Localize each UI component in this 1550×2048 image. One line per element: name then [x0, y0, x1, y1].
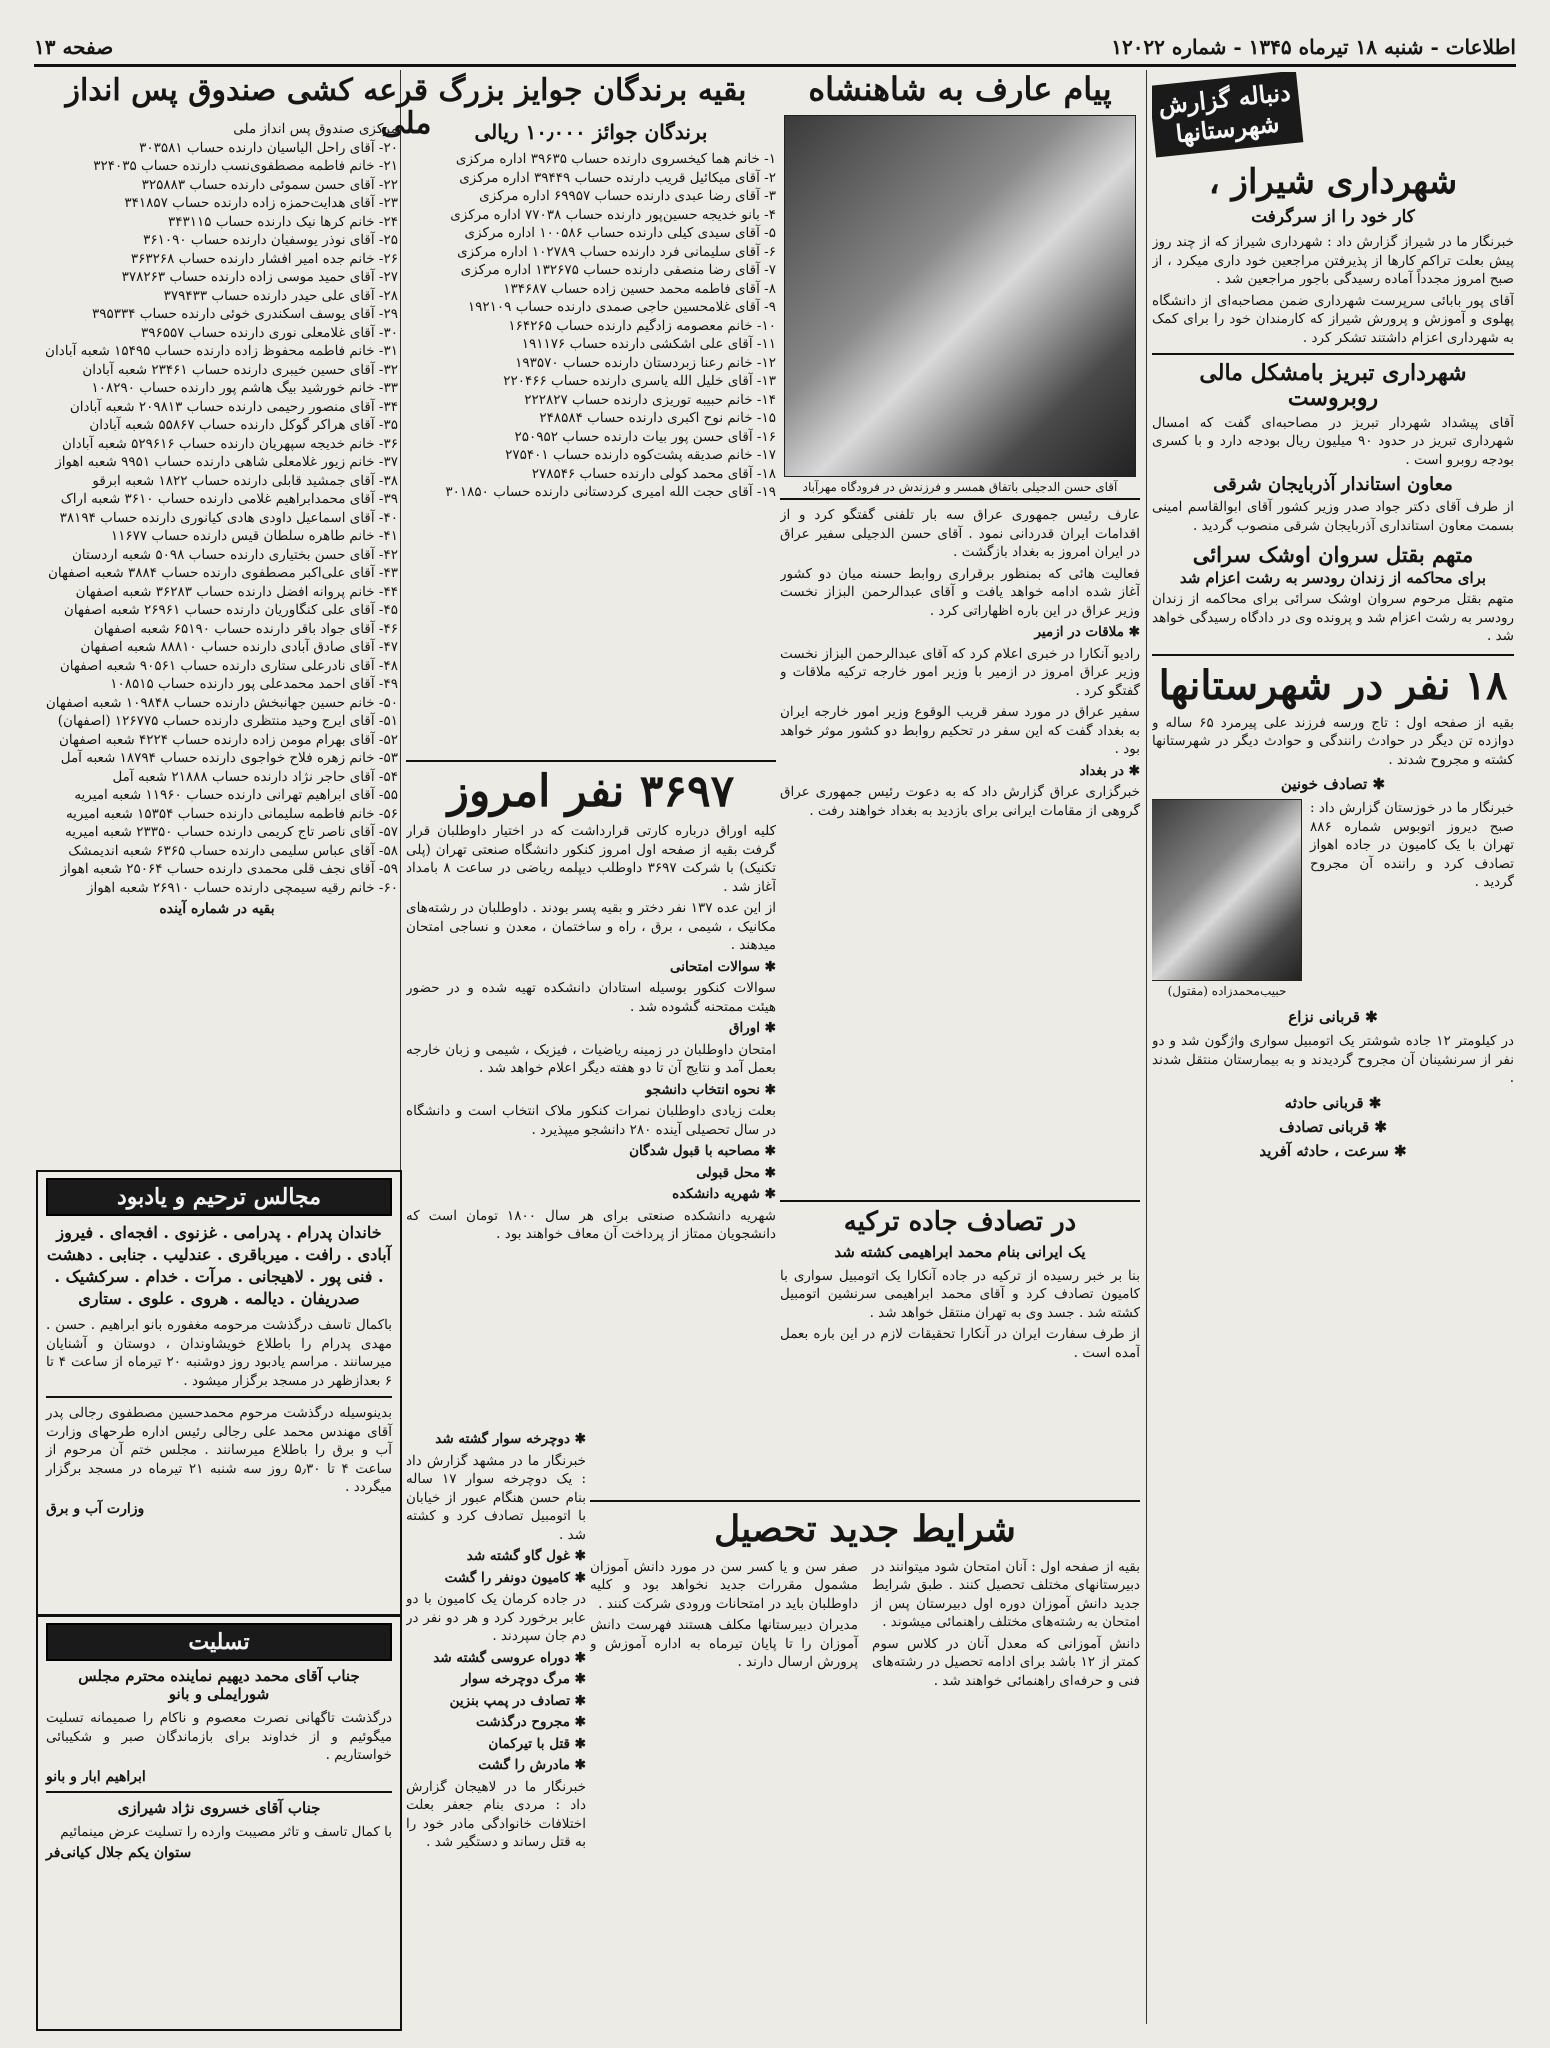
list-item: ۳۴- آقای منصور رحیمی دارنده حساب ۲۰۹۸۱۳ شعبه آبادان [69, 398, 398, 415]
list-item: ۱۰- خانم معصومه زادگیم دارنده حساب ۱۶۴۲۶۵ [508, 317, 776, 334]
exam-subhead-5: ✱ محل قبولی [406, 1164, 776, 1183]
list-item: ۹- آقای غلامحسین حاجی صمدی دارنده حساب ۱۹۲۱۰۹ [467, 299, 776, 315]
list-item: ۱۳- آقای خلیل الله یاسری دارنده حساب ۲۲۰۴۶۶ [503, 373, 776, 389]
divider [46, 1396, 392, 1398]
list-item: ۶- آقای سلیمانی فرد دارنده حساب ۱۰۲۷۸۹ اداره مرکزی [457, 243, 776, 260]
list-item: ۳۱- خانم فاطمه محفوظ زاده دارنده حساب ۱۵۴۹۵ شعبه آبادان [45, 343, 398, 359]
incidents-body: ✱ دوچرخه سوار گشته شد خبرنگار ما در مشهد گزارش داد : یک دوچرخه سوار ۱۷ ساله بنام حسن هنگام عبور از خیابان با اتومبیل تصادف کرد و کشته شد . ✱ غول گاو گشته شد ✱ کامیون دونفر را گشت در جاده کرمان یک کامیون با دو عابر برخورد کرد و هر دو نفر در دم جان سپردند . ✱ دوراه عروسی گشته شد ✱ مرگ دوچرخه سوار ✱ تصادف در پمپ بنزین ✱ مجروح درگذشت ✱ قتل با تیرکمان ✱ مادرش را گشت خبرنگار ما در لاهیجان گزارش داد : مردی بنام جعفر بعلت اختلافات خانوادگی مادر خود را به قتل رساند و دستگیر شد . [406, 1430, 586, 1852]
exam-headline: ۳۶۹۷ نفر امروز [447, 766, 735, 817]
incident-subhead: ✱ دوچرخه سوار گشته شد [406, 1430, 586, 1449]
masthead-date: اطلاعات - شنبه ۱۸ تیرماه ۱۳۴۵ - شماره ۱۲۰۲۲ [1111, 35, 1516, 59]
list-item: ۵۲- آقای بهرام مومن زاده دارنده حساب ۴۲۲۴ شعبه اصفهان [58, 731, 398, 748]
sympathy-title-2: جناب آقای خسروی نژاد شیرازی [117, 1798, 321, 1817]
list-item: ۲- آقای میکائیل قریب دارنده حساب ۳۹۴۴۹ اداره مرکزی [459, 169, 776, 186]
accident-body: خبرنگار ما در خوزستان گزارش داد : صبح دیروز اتوبوس شماره ۸۸۶ تهران با یک کامیون در جاده اهواز تصادف کرد و راننده آن مجروح گردید . [1310, 800, 1514, 891]
accident-subhead-2: ✱ قربانی حادثه [1152, 1094, 1514, 1112]
list-item: ۱۶- آقای حسن پور بیات دارنده حساب ۲۵۰۹۵۲ [514, 428, 776, 445]
list-item: ۴۶- آقای جواد باقر دارنده حساب ۶۵۱۹۰ شعبه اصفهان [93, 620, 398, 637]
accident-body-2: در کیلومتر ۱۲ جاده شوشتر یک اتومبیل سواری واژگون شد و دو نفر از سرنشینان آن مجروح گردیدند و به بیمارستان منتقل شدند . [1152, 1033, 1514, 1087]
exam-subhead-4: ✱ مصاحبه با قبول شدگان [406, 1142, 776, 1161]
list-item: ۴۲- آقای حسن بختیاری دارنده حساب ۵۰۹۸ شعبه اردستان [71, 546, 398, 563]
list-item: ۲۹- آقای یوسف اسکندری خوئی دارنده حساب ۳۹۵۳۳۴ [91, 306, 398, 322]
divider [406, 760, 776, 762]
list-item: ۳۷- خانم زیور غلامعلی شاهی دارنده حساب ۹۹۵۱ شعبه اهواز [55, 454, 398, 470]
incidents-column [406, 1430, 586, 2030]
divider [46, 1791, 392, 1793]
list-item: ۲۴- خانم کرها نیک دارنده حساب ۳۴۳۱۱۵ [168, 213, 398, 230]
eighteen-dead-headline: ۱۸ نفر در شهرستانها [1158, 661, 1508, 709]
sympathy-notice-box [36, 1615, 402, 2031]
shiraz-headline: شهرداری شیراز ، [1208, 162, 1458, 202]
list-item: ۱۲- خانم رعنا زبردستان دارنده حساب ۱۹۳۵۷۰ [515, 354, 776, 371]
list-item: ۳۹- آقای محمدابراهیم غلامی دارنده حساب ۳۶۱۰ شعبه اراک [60, 491, 398, 507]
list-item: ۵۶- خانم فاطمه سلیمانی دارنده حساب ۱۵۳۵۴ شعبه امیریه [65, 805, 398, 822]
sympathy-text: درگذشت تاگهانی نصرت معصوم و ناکام را صمیمانه تسلیت میگوئیم و از خداوند برای بازماندگان صبر و شکیبائی خواستاریم . [46, 1710, 392, 1763]
incident-subhead: ✱ کامیون دونفر را گشت [406, 1569, 586, 1588]
list-item: ۴۷- آقای صادق آبادی دارنده حساب ۸۸۸۱۰ شعبه اصفهان [80, 639, 398, 655]
sympathy-signature-2: ستوان یکم جلال کیانی‌فر [46, 1845, 192, 1861]
divider [1152, 353, 1514, 355]
list-item: ۶۰- خانم رقیه سیمچی دارنده حساب ۲۶۹۱۰ شعبه اهواز [87, 879, 398, 896]
turkey-subhead: یک ایرانی بنام محمد ابراهیمی کشته شد [834, 1242, 1086, 1261]
lottery-winners-a [406, 72, 776, 752]
airport-photo [784, 115, 1136, 477]
exam-subhead-6: ✱ شهریه دانشکده [406, 1185, 776, 1204]
list-item: ۵۹- آقای نجف قلی محمدی دارنده حساب ۲۵۰۶۴ شعبه اهواز [60, 861, 398, 877]
memorial-notice-box [36, 1170, 402, 1616]
list-item: ۱۱- آقای علی اشکشی دارنده حساب ۱۹۱۱۷۶ [521, 336, 776, 352]
deputy-body: از طرف آقای دکتر جواد صدر وزیر کشور آقای ابوالقاسم امینی بسمت معاون استانداری آذربایجان شرقی منصوب گردید . [1152, 499, 1514, 534]
bloody-accident-subhead: ✱ تصادف خونین [1152, 775, 1514, 793]
list-item: ۵۳- خانم زهره فلاح خواجوی دارنده حساب ۱۸۷۹۴ شعبه آمل [60, 750, 398, 766]
list-item: ۲۸- آقای علی حیدر دارنده حساب ۳۷۹۴۳۳ [163, 287, 398, 304]
aref-message-column [780, 72, 1140, 1192]
list-item: ۴- بانو خدیجه حسین‌پور دارنده حساب ۷۷۰۳۸ اداره مرکزی [450, 206, 776, 223]
exam-subhead-3: ✱ نحوه انتخاب دانشجو [406, 1081, 776, 1100]
list-item: ۴۹- آقای احمد محمدعلی پور دارنده حساب ۱۰۸۵۱۵ [110, 676, 398, 692]
list-item: ۳۶- خانم خدیجه سپهریان دارنده حساب ۵۲۹۶۱۶ شعبه آبادان [62, 435, 398, 452]
memorial-text: باکمال تاسف درگذشت مرحومه مغفوره بانو ابراهیم . حسن . مهدی پدرام را باطلاع خویشاوندان ، دوستان و آشنایان میرسانند . مراسم یادبود روز دوشنبه ۲۰ تیرماه از ساعت ۴ تا ۶ بعدازظهر در مسجد برگزار میشود . [46, 1317, 392, 1389]
list-item: ۱- خانم هما کیخسروی دارنده حساب ۳۹۶۳۵ اداره مرکزی [455, 151, 776, 167]
families-list: خاندان پدرام . پدرامی . غزنوی . افجه‌ای . فیروز آبادی . رافت . میرباقری . عندلیب . جنابی . دهشت . فنی پور . لاهیجانی . مرآت . خدام . سرکشیک . صدریفان . دیالمه . هروی . علوی . ستاری [46, 1223, 392, 1308]
aref-headline: پیام عارف به شاهنشاه [808, 72, 1112, 108]
education-body: بقیه از صفحه اول : آنان امتحان شود میتوانند در دبیرستانهای مختلف تحصیل کنند . طبق شرایط جدید دانش آموزان دوره اول دبیرستان پس از امتحان به رشته‌های مختلف راهنمائی میشوند . دانش آموزانی که معدل آنان در کلاس سوم کمتر از ۱۲ باشد برای ادامه تحصیل در رشته‌های فنی و حرفه‌ای راهنمائی خواهند شد . صفر سن و یا کسر سن در مورد دانش آموزان مشمول مقررات جدید نخواهد بود و کلیه داوطلبان باید در امتحانات ورودی شرکت کنند . مدیران دبیرستانها مکلف هستند فهرست دانش آموزان را تا پایان تیرماه به اداره آموزش و پرورش ارسال دارند . [590, 1558, 1140, 1689]
eighteen-dead-body: بقیه از صفحه اول : تاج ورسه فرزند علی پیرمرد ۶۵ ساله و دوازده تن دیگر در حوادث رانندگی و حوادث دیگر در شهرستانها کشته و مجروح شدند . [1152, 714, 1514, 768]
list-item: ۴۴- خانم پروانه افضل دارنده حساب ۳۶۲۸۳ شعبه اصفهان [75, 583, 398, 600]
shiraz-body: خبرنگار ما در شیراز گزارش داد : شهرداری شیراز که از چند روز پیش بعلت تراکم کارها از پذیرفتن مراجعین خود داری میکرد ، از صبح امروز مجدداً آماده رسیدگی باجور مراجعین شد . آقای پور بابائی سرپرست شهرداری ضمن مصاحبه‌ای از دانشگاه پهلوی و آموزش و پرورش شیراز که کارمندان خود را برای کمک به شهرداری اعزام داشتند تشکر کرد . [1152, 234, 1514, 346]
divider [1152, 654, 1514, 656]
list-item: ۴۸- آقای نادرعلی ستاری دارنده حساب ۹۰۵۶۱ شعبه اصفهان [59, 657, 398, 674]
provincial-reports-column [1152, 72, 1514, 2032]
winners-list-a [406, 150, 776, 502]
murder-suspect-headline: متهم بقتل سروان اوشک سرائی [1192, 542, 1474, 568]
exam-body: کلیه اوراق درباره کارتی قرارداشت که در اختیار داوطلبان قرار گرفت بقیه از صفحه اول امروز کنکور دانشگاه صنعتی تهران (پلی تکنیک) با شرکت ۳۶۹۷ داوطلب دیپلمه ریاضی در ساعت ۸ بامداد آغاز شد . از این عده ۱۳۷ نفر دختر و بقیه پسر بودند . داوطلبان در رشته‌های مکانیک ، شیمی ، برق ، راه و ساختمان ، معدن و نساجی امتحان میدهند . ✱ سوالات امتحانی سوالات کنکور بوسیله استادان دانشکده تهیه شده و در حضور هیئت ممتحنه گشوده شد . ✱ اوراق امتحان داوطلبان در زمینه ریاضیات ، فیزیک ، شیمی و زبان خارجه بعمل آمد و نتایج آن تا دو هفته دیگر اعلام خواهد شد . ✱ نحوه انتخاب دانشجو بعلت زیادی داوطلبان نمرات کنکور ملاک انتخاب است و دانشگاه در سال تحصیلی آینده ۲۸۰ دانشجو میپذیرد . ✱ مصاحبه با قبول شدگان ✱ محل قبولی ✱ شهریه دانشکده شهریه دانشکده صنعتی برای هر سال ۱۸۰۰ تومان است که دانشجویان ممتاز از پرداخت آن معاف خواهند بود . [406, 822, 776, 1244]
winners-list-b [36, 120, 398, 897]
list-item: ۵- آقای سیدی کیلی دارنده حساب ۱۰۰۵۸۶ اداره مرکزی [464, 225, 776, 241]
incident-subhead: ✱ قتل با تیرکمان [406, 1735, 586, 1754]
memorial-text-2: بدینوسیله درگذشت مرحوم محمدحسین مصطفوی رجالی پدر آقای مهندس محمد علی رجالی رئیس اداره طرحهای وزارت آب و برق را باطلاع میرسانند . مجلس ختم آن مرحوم از ساعت ۴ تا ۵٫۳۰ روز سه شنبه ۲۱ تیرماه در مسجد برگزار میگردد . [46, 1405, 392, 1495]
list-item: ۵۰- خانم حسین جهانبخش دارنده حساب ۱۰۹۸۴۸ شعبه اصفهان [45, 694, 398, 711]
accident-subhead-1: ✱ قربانی نزاع [1152, 1008, 1514, 1026]
incident-subhead: ✱ مجروح درگذشت [406, 1713, 586, 1732]
victim-photo-caption: حبیب‌محمدزاده (مقتول) [1167, 984, 1287, 999]
list-item: ۲۷- آقای حمید موسی زاده دارنده حساب ۳۷۸۲۶۳ [121, 269, 398, 285]
accident-subhead-4: ✱ سرعت ، حادثه آفرید [1152, 1142, 1514, 1160]
turkey-headline: در تصادف جاده ترکیه [843, 1207, 1077, 1237]
list-item: ۲۶- خانم جده امیر افشار دارنده حساب ۳۶۳۲۶۸ [130, 250, 398, 267]
list-item: ۱۷- خانم صدیقه پشت‌کوه دارنده حساب ۲۷۵۴۰۱ [505, 447, 776, 463]
incident-subhead: ✱ دوراه عروسی گشته شد [406, 1649, 586, 1668]
deputy-headline: معاون استاندار آذربایجان شرقی [1213, 474, 1453, 496]
lottery-headline: بقیه برندگان جوایز بزرگ قرعه کشی صندوق پس انداز ملی [65, 73, 747, 141]
memorial-bar: مجالس ترحیم و یادبود [46, 1178, 392, 1216]
continued-note: بقیه در شماره آینده [159, 901, 275, 917]
lottery-winners-b [36, 120, 398, 1160]
list-item: ۲۳- آقای هدایت‌حمزه زاده دارنده حساب ۳۴۱۸۵۷ [124, 195, 398, 211]
exam-subhead-1: ✱ سوالات امتحانی [406, 958, 776, 977]
list-item: مرکزی صندوق پس انداز ملی [233, 121, 398, 137]
prize-subtitle: برندگان جوائز ۱۰٫۰۰۰ ریالی [474, 120, 708, 144]
incident-subhead: ✱ مرگ دوچرخه سوار [406, 1670, 586, 1689]
list-item: ۵۴- آقای حاجر نژاد دارنده حساب ۲۱۸۸۸ شعبه آمل [112, 768, 398, 785]
exam-subhead-2: ✱ اوراق [406, 1019, 776, 1038]
list-item: ۴۳- آقای علی‌اکبر مصطفوی دارنده حساب ۳۸۸۴ شعبه اصفهان [47, 565, 398, 581]
sympathy-signature: ابراهیم ابار و بانو [46, 1768, 146, 1785]
divider [780, 498, 1140, 500]
sympathy-text-2: با کمال تاسف و تاثر مصیبت وارده را تسلیت عرض مینمائیم [60, 1823, 392, 1840]
tabriz-headline: شهرداری تبریز بامشکل مالی روبروست [1199, 360, 1467, 411]
education-story [590, 1500, 1140, 2030]
turkey-accident-story [590, 1200, 776, 1500]
list-item: ۷- آقای رضا منصفی دارنده حساب ۱۳۲۶۷۵ اداره مرکزی [460, 262, 776, 278]
victim-photo [1152, 799, 1302, 981]
column-divider [1146, 70, 1147, 2024]
airport-photo-caption: آقای حسن الدجیلی باتفاق همسر و فرزندش در فرودگاه مهرآباد [802, 480, 1118, 495]
tabriz-body: آقای پیشداد شهردار تبریز در مصاحبه‌ای گفت که امسال شهرداری تبریز در حدود ۹۰ میلیون ریال بودجه دارد و با کسری بودجه روبرو است . [1152, 414, 1514, 468]
izmir-subhead: ✱ ملاقات در ازمیر [780, 623, 1140, 642]
list-item: ۱۴- خانم حبیبه توریزی دارنده حساب ۲۲۲۸۲۷ [524, 391, 776, 408]
murder-suspect-subtitle: برای محاکمه از زندان رودسر به رشت اعزام شد [1179, 569, 1487, 588]
page-number: صفحه ۱۳ [34, 35, 114, 59]
divider [590, 1500, 1140, 1502]
list-item: ۴۵- آقای علی کنگاوریان دارنده حساب ۲۶۹۶۱ شعبه اصفهان [63, 602, 398, 618]
list-item: ۲۱- خانم فاطمه مصطفوی‌نسب دارنده حساب ۳۲۴۰۳۵ [93, 158, 398, 174]
page-header [34, 30, 1516, 67]
aref-body: عارف رئیس جمهوری عراق سه بار تلفنی گفتگو کرد و از اقدامات ایران قدردانی نمود . آقای حسن الدجیلی سفیر عراق در ایران امروز به بغداد بازگشت . فعالیت هائی که بمنظور برقراری روابط حسنه میان دو کشور آغاز شده ادامه خواهد یافت و آقای عبدالرحمن البزاز نخست وزیر عراق در این باره اظهاراتی کرد . ✱ ملاقات در ازمیر رادیو آنکارا در خبری اعلام کرد که آقای عبدالرحمن البزاز نخست وزیر عراق امروز در ازمیر با وزیر امور خارجه ترکیه ملاقات و گفتگو کرد . سفیر عراق در مورد سفر قریب الوقوع وزیر امور خارجه ایران به بغداد گفت که این سفر در تحکیم روابط دو کشور موثر خواهد بود . ✱ در بغداد خبرگزاری عراق گزارش داد که به دعوت رئیس جمهوری عراق گروهی از مقامات ایرانی برای بازدید به بغداد خواهند رفت . [780, 506, 1140, 820]
incident-subhead: ✱ غول گاو گشته شد [406, 1547, 586, 1566]
list-item: ۴۱- خانم طاهره سلطان قیس دارنده حساب ۱۱۶۷۷ [110, 528, 398, 544]
list-item: ۴۰- آقای اسماعیل داودی هادی کیانوری دارنده حساب ۳۸۱۹۴ [59, 509, 398, 526]
sympathy-title: جناب آقای محمد دیهیم نماینده محترم مجلس شورایملی و بانو [78, 1667, 360, 1703]
murder-suspect-body: متهم بقتل مرحوم سروان اوشک سرائی برای محاکمه از زندان رودسر به رشت اعزام شد و پرونده وی در دادگاه رسیدگی خواهد شد . [1152, 591, 1514, 645]
memorial-signature: وزارت آب و برق [46, 1500, 145, 1517]
list-item: ۳۸- آقای جمشید قابلی دارنده حساب ۱۸۲۲ شعبه ابرقو [92, 472, 398, 489]
baghdad-subhead: ✱ در بغداد [780, 762, 1140, 781]
list-item: ۵۷- آقای ناصر تاج کریمی دارنده حساب ۲۳۳۵۰ شعبه امیریه [65, 824, 398, 840]
list-item: ۸- آقای فاطمه محمد حسین زاده حساب ۱۳۴۶۸۷ [503, 280, 776, 297]
list-item: ۵۵- آقای ابراهیم تهرانی دارنده حساب ۱۱۹۶۰ شعبه امیریه [74, 787, 398, 803]
list-item: ۳۵- آقای هراکر گوکل دارنده حساب ۵۵۸۶۷ شعبه آبادان [89, 417, 398, 433]
list-item: ۱۵- خانم نوح اکبری دارنده حساب ۲۴۸۵۸۴ [539, 410, 776, 426]
list-item: ۳۰- آقای غلامعلی نوری دارنده حساب ۳۹۶۵۵۷ [140, 324, 398, 341]
incident-subhead: ✱ تصادف در پمپ بنزین [406, 1692, 586, 1711]
list-item: ۱۹- آقای حجت الله امیری کردستانی دارنده حساب ۳۰۱۸۵۰ [445, 484, 776, 500]
provincial-banner: دنباله گزارش شهرستانها [1152, 72, 1303, 158]
list-item: ۲۵- آقای نوذر یوسفیان دارنده حساب ۳۶۱۰۹۰ [143, 232, 398, 248]
list-item: ۲۰- آقای راحل الیاسیان دارنده حساب ۳۰۳۵۸۱ [139, 139, 398, 156]
turkey-accident-col [780, 1200, 1140, 1490]
list-item: ۲۲- آقای حسن سموئی دارنده حساب ۳۲۵۸۸۳ [141, 176, 398, 193]
list-item: ۳- آقای رضا عبدی دارنده حساب ۶۹۹۵۷ اداره مرکزی [479, 188, 776, 204]
list-item: ۳۳- خانم خورشید بیگ هاشم پور دارنده حساب ۱۰۸۲۹۰ [91, 380, 398, 396]
accident-subhead-3: ✱ قربانی تصادف [1152, 1118, 1514, 1136]
incident-subhead: ✱ مادرش را گشت [406, 1756, 586, 1775]
list-item: ۳۲- آقای حسین خیبری دارنده حساب ۲۳۴۶۱ شعبه آبادان [82, 361, 398, 378]
education-headline: شرایط جدید تحصیل [714, 1508, 1016, 1550]
divider [780, 1200, 1140, 1202]
list-item: ۱۸- آقای محمد کولی دارنده حساب ۲۷۸۵۴۶ [531, 465, 776, 482]
list-item: ۵۱- آقای ایرج وحید منتظری دارنده حساب ۱۲۶۷۷۵ (اصفهان) [57, 713, 398, 729]
list-item: ۵۸- آقای عباس سلیمی دارنده حساب ۶۳۶۵ شعبه اندیمشک [68, 842, 398, 859]
turkey-body: بنا بر خبر رسیده از ترکیه در جاده آنکارا یک اتومبیل سواری با کامیون تصادف کرد و آقای محمد ابراهیمی سرنشین اتومبیل کشته شد . جسد وی به تهران منتقل خواهد شد . از طرف سفارت ایران در آنکارا تحقیقات لازم در این باره بعمل آمده است . [780, 1267, 1140, 1361]
shiraz-subtitle: کار خود را از سرگرفت [1251, 207, 1415, 228]
sympathy-bar: تسلیت [46, 1623, 392, 1661]
